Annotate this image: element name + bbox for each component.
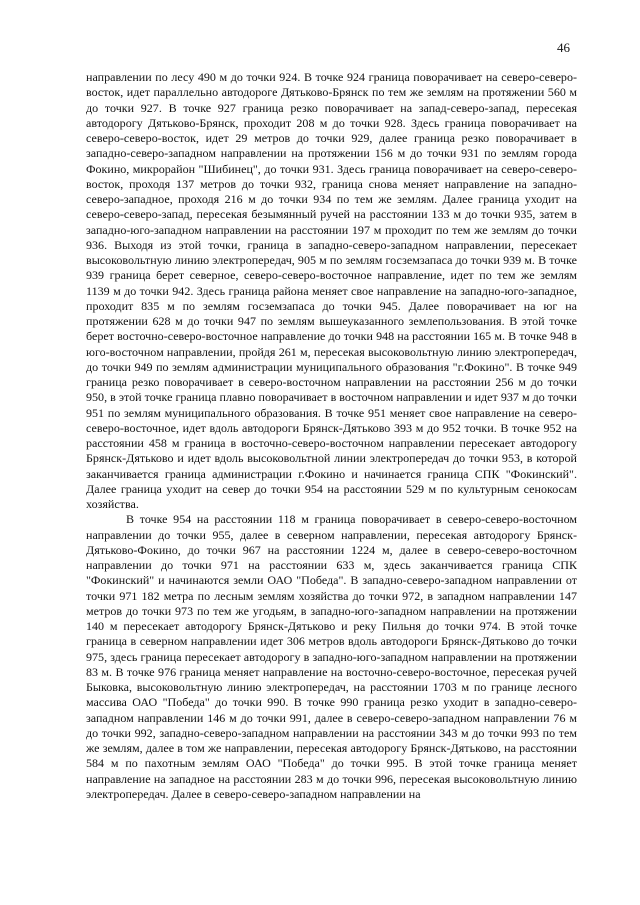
paragraph-2: В точке 954 на расстоянии 118 м граница поворачивает в северо-северо-восточном направлении до точки 955, далее в северном направлении, пересекая автодорогу Брянск-Дятьково-Фокино, до точки 967 на расстоянии 1224 м, далее в северо-северо-восточном направлении до точки 971 на расстоянии 633 м, здесь заканчивается граница СПК "Фокинский" и начинаются земли ОАО "Победа". В западно-северо-западном направлении от точки 971 182 метра по лесным землям хозяйства до точки 972, в западном направлении 147 метров до точки 973 по тем же угодьям, в западно-юго-западном направлении на протяжении 140 м пересекает автодорогу Брянск-Дятьково и реку Пильня до точки 974. В этой точке граница в северном направлении идет 306 метров вдоль автодороги Брянск-Дятьково до точки 975, здесь граница пересекает автодорогу в западно-юго-западном направлении на протяжении 83 м. В точке 976 граница меняет направление на восточно-северо-восточное, пересекая ручей Быковка, высоковольтную линию электропередач, на расстоянии 1703 м по границе лесного массива ОАО "Победа" до точки 990. В точке 990 граница резко уходит в западно-северо-западном направлении 146 м до точки 991, далее в северо-северо-западном направлении 76 м до точки 992, западно-северо-западном направлении на расстоянии 343 м до точки 993 по тем же землям, далее в том же направлении, пересекая автодорогу Брянск-Дятьково, на расстоянии 584 м по пахотным землям ОАО "Победа" до точки 995. В этой точке граница меняет направление на западное на расстоянии 283 м до точки 996, пересекая высоковольтную линию электропередач. Далее в северо-северо-западном направлении на [86, 512, 577, 801]
page-number: 46 [557, 40, 570, 55]
body-text [86, 70, 577, 802]
paragraph-1: направлении по лесу 490 м до точки 924. В точке 924 граница поворачивает на северо-северо-восток, идет параллельно автодороге Дятьково-Брянск по тем же землям на протяжении 560 м до точки 927. В точке 927 граница резко поворачивает на запад-северо-запад, пересекая автодорогу Дятьково-Брянск, проходит 208 м до точки 928. Здесь граница поворачивает на северо-северо-восток, идет 29 метров до точки 929, далее граница резко поворачивает в западно-северо-западном направлении на протяжении 156 м до точки 931 по землям города Фокино, микрорайон "Шибинец", до точки 931. Здесь граница поворачивает на северо-северо-восток, проходя 137 метров до точки 932, граница снова меняет направление на западно-северо-западное, проходя 216 м до точки 934 по тем же землям. Далее граница уходит на северо-северо-запад, пересекая безымянный ручей на расстоянии 133 м до точки 935, затем в западно-юго-западном направлении на расстоянии 197 м проходит по тем же землям до точки 936. Выходя из этой точки, граница в западно-северо-западном направлении, пересекает высоковольтную линию электропередач, 905 м по землям госземзапаса до точки 939 м. В точке 939 граница берет северное, северо-северо-восточное направление, идет по тем же землям 1139 м до точки 942. Здесь граница района меняет свое направление на западно-юго-западное, проходит 835 м по землям госземзапаса до точки 945. Далее поворачивает на юг на протяжении 628 м до точки 947 по землям вышеуказанного землепользования. В этой точке берет восточно-северо-восточное направление до точки 948 на расстоянии 165 м. В точке 948 в юго-восточном направлении, пройдя 261 м, пересекая высоковольтную линию электропередач, до точки 949 по землям администрации муниципального образования "г.Фокино". В точке 949 граница резко поворачивает в северо-восточном направлении на расстоянии 256 м до точки 950, в этой точке граница плавно поворачивает в восточном направлении и идет 937 м до точки 951 по землям муниципального образования. В точке 951 меняет свое направление на северо-северо-восточное, идет вдоль автодороги Брянск-Дятьково 393 м до 952 точки. В точке 952 на расстоянии 458 м граница в восточно-северо-восточном направлении пересекает автодорогу Брянск-Дятьково и идет вдоль высоковольтной линии электропередач до точки 953, в которой заканчивается граница администрации г.Фокино и начинается граница СПК "Фокинский". Далее граница уходит на север до точки 954 на расстоянии 529 м по культурным сенокосам хозяйства. [86, 70, 577, 511]
